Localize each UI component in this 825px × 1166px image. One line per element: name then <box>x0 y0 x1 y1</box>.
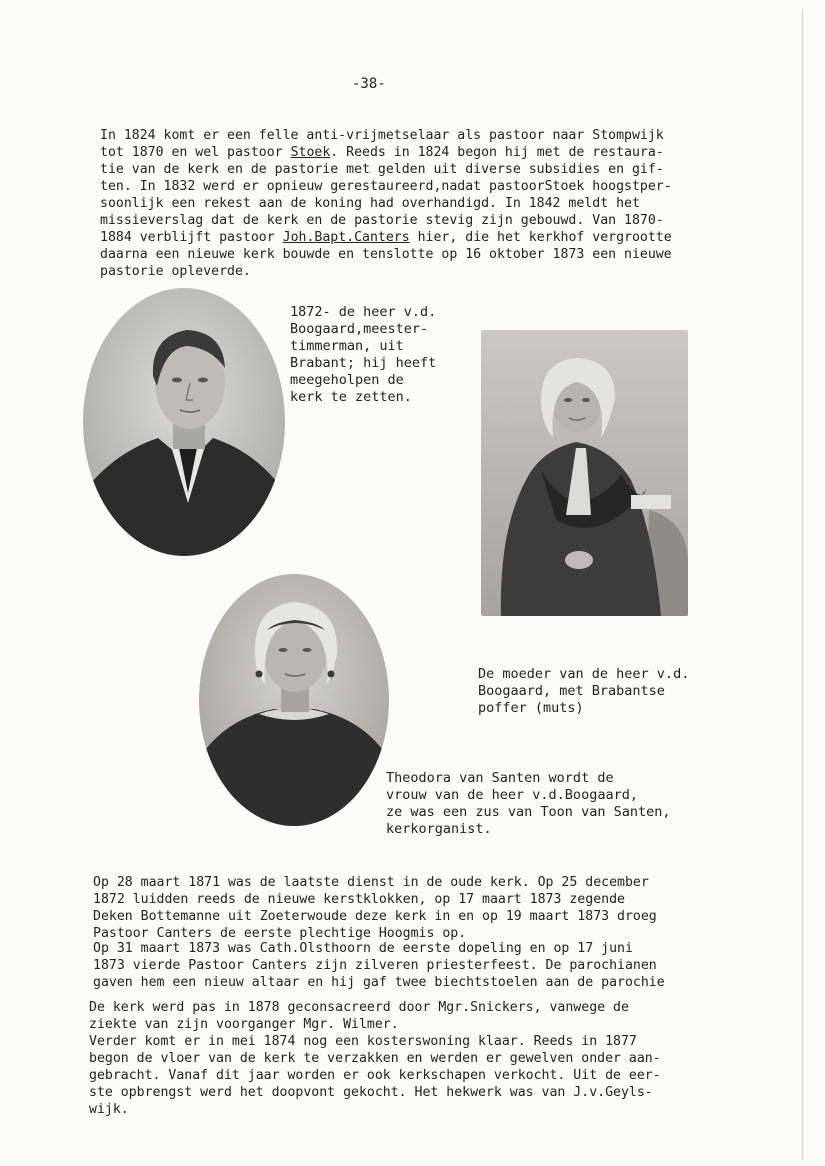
caption-theodora <box>386 770 670 838</box>
bottom-a-line-1: Op 28 maart 1871 was de laatste dienst in de oude kerk. Op 25 december <box>93 875 649 890</box>
intro-line-4: ten. In 1832 werd er opnieuw gerestaureerd,nadat pastoorStoek hoogstper- <box>100 179 672 194</box>
bottom-c-line-5: gebracht. Vanaf dit jaar worden er ook kerkschapen verkocht. Uit de eer- <box>89 1068 661 1083</box>
bottom-b-line-2: 1873 vierde Pastoor Canters zijn zilveren priesterfeest. De parochianen <box>93 958 657 973</box>
bottom-c-line-1: De kerk werd pas in 1878 geconsacreerd door Mgr.Snickers, vanwege de <box>89 1000 629 1015</box>
caption-mother-line-2: Boogaard, met Brabantse <box>478 683 665 699</box>
caption-theodora-line-4: kerkorganist. <box>386 821 492 837</box>
bottom-b-line-1: Op 31 maart 1873 was Cath.Olsthoorn de eerste dopeling en op 17 juni <box>93 941 633 956</box>
caption-theodora-line-3: ze was een zus van Toon van Santen, <box>386 804 671 820</box>
paragraph-first-baptism <box>93 940 665 991</box>
caption-man-line-2: Boogaard,meester- <box>290 321 429 337</box>
intro-line-2a: tot 1870 en wel pastoor <box>100 145 291 160</box>
bottom-b-line-3: gaven hem een nieuw altaar en hij gaf twee biechtstoelen aan de parochie <box>93 975 665 990</box>
paragraph-church-dedication <box>93 874 657 942</box>
bottom-c-line-7: wijk. <box>89 1102 129 1117</box>
intro-line-9: pastorie opleverde. <box>100 264 251 279</box>
intro-line-7b: hier, die het kerkhof vergrootte <box>409 230 672 245</box>
bottom-c-line-6: ste opbrengst werd het doopvont gekocht. Het hekwerk was van J.v.Geyls- <box>89 1085 653 1100</box>
caption-mother <box>478 666 689 717</box>
page-number: -38- <box>352 76 386 92</box>
caption-mother-line-1: De moeder van de heer v.d. <box>478 666 690 682</box>
bottom-c-line-4: begon de vloer van de kerk te verzakken en werden er gewelven onder aan- <box>89 1051 661 1066</box>
intro-line-8: daarna een nieuwe kerk bouwde en tenslotte op 16 oktober 1873 een nieuwe <box>100 247 672 262</box>
intro-line-3: tie van de kerk en de pastorie met gelden uit diverse subsidies en gif- <box>100 162 664 177</box>
pastoor-stoek-name: Stoek <box>290 145 331 160</box>
intro-line-6: missieverslag dat de kerk en de pastorie stevig zijn gebouwd. Van 1870- <box>100 213 664 228</box>
caption-man <box>290 304 436 406</box>
bottom-a-line-3: Deken Bottemanne uit Zoeterwoude deze kerk in en op 19 maart 1873 droeg <box>93 909 657 924</box>
bottom-c-line-3: Verder komt er in mei 1874 nog een kosterswoning klaar. Reeds in 1877 <box>89 1034 637 1049</box>
caption-theodora-line-1: Theodora van Santen wordt de <box>386 770 614 786</box>
bottom-c-line-2: ziekte van zijn voorganger Mgr. Wilmer. <box>89 1017 399 1032</box>
caption-mother-line-3: poffer (muts) <box>478 700 584 716</box>
intro-line-7a: 1884 verblijft pastoor <box>100 230 283 245</box>
page-edge-line <box>802 10 803 1160</box>
intro-paragraph <box>100 127 672 280</box>
intro-line-2b: . Reeds in 1824 begon hij met de restaura- <box>330 145 664 160</box>
bottom-a-line-4: Pastoor Canters de eerste plechtige Hoogmis op. <box>93 926 467 941</box>
portrait-man-photo <box>83 288 285 556</box>
intro-line-1: In 1824 komt er een felle anti-vrijmetselaar als pastoor naar Stompwijk <box>100 128 664 143</box>
caption-man-line-4: Brabant; hij heeft <box>290 355 437 371</box>
portrait-theodora-photo <box>199 574 389 826</box>
caption-theodora-line-2: vrouw van de heer v.d.Boogaard, <box>386 787 638 803</box>
intro-line-5: soonlijk een rekest aan de koning had overhandigd. In 1842 meldt het <box>100 196 640 211</box>
portrait-mother-photo <box>481 330 688 616</box>
caption-man-line-3: timmerman, uit <box>290 338 404 354</box>
caption-man-line-1: 1872- de heer v.d. <box>290 304 437 320</box>
caption-man-line-6: kerk te zetten. <box>290 389 412 405</box>
caption-man-line-5: meegeholpen de <box>290 372 404 388</box>
bottom-a-line-2: 1872 luidden reeds de nieuwe kerstklokken, op 17 maart 1873 zegende <box>93 892 625 907</box>
paragraph-consecration <box>89 999 661 1118</box>
pastoor-canters-name: Joh.Bapt.Canters <box>282 230 410 245</box>
